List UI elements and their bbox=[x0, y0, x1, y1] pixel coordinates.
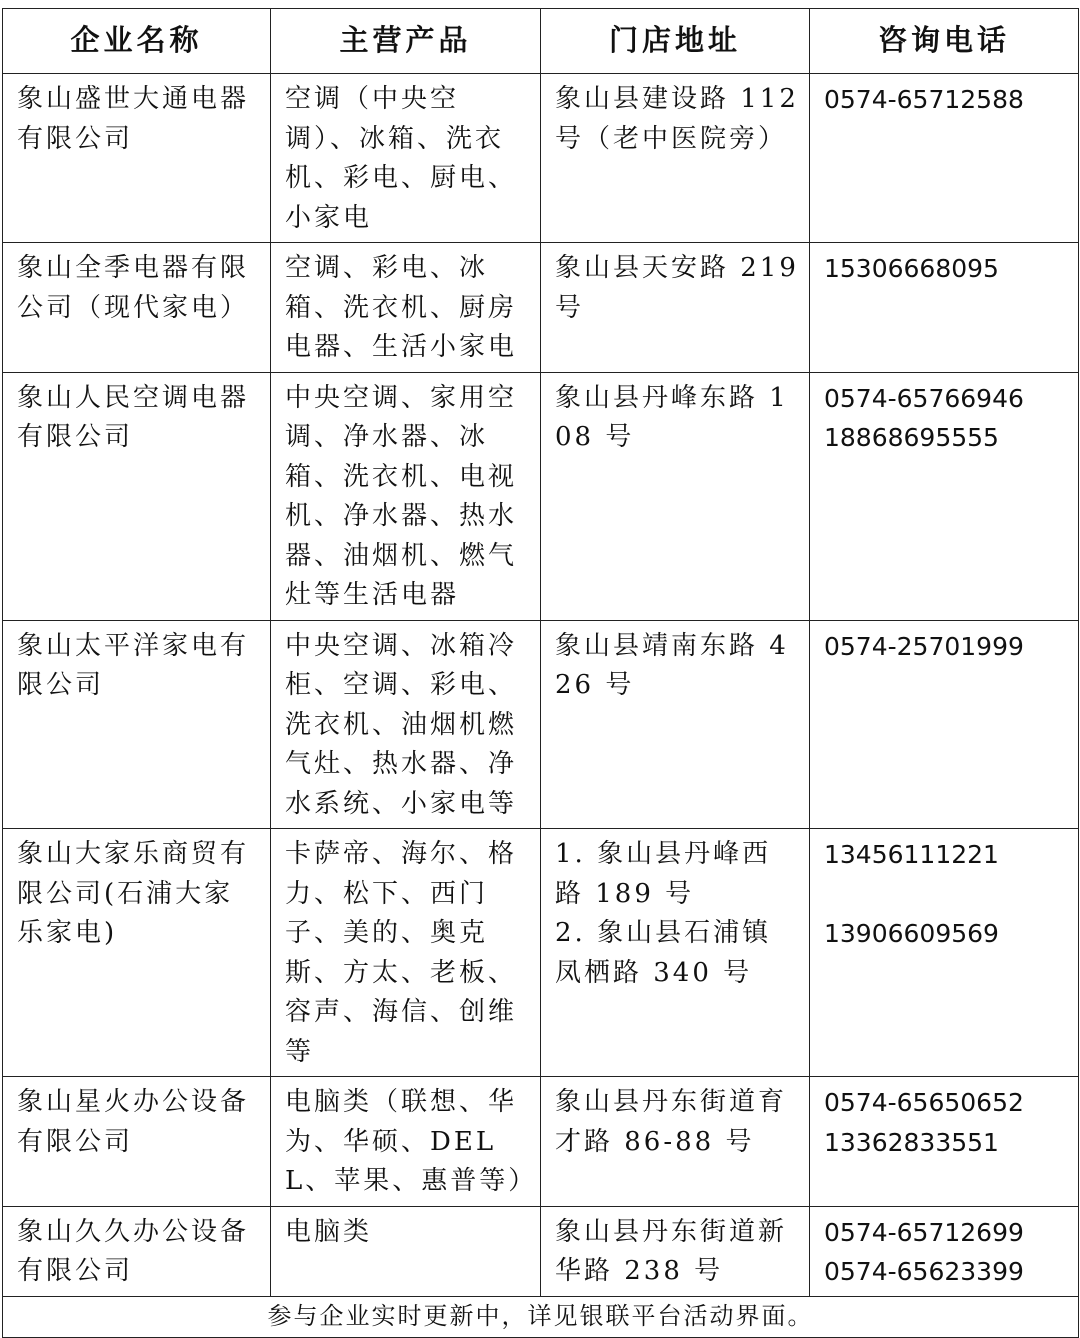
address-line: 象山县靖南东路 426 号 bbox=[555, 630, 789, 700]
phone-cell bbox=[810, 372, 1079, 620]
products-cell: 电脑类（联想、华为、华硕、DELL、苹果、惠普等） bbox=[271, 1077, 541, 1207]
header-company-name: 企业名称 bbox=[3, 9, 271, 74]
merchant-table bbox=[2, 8, 1079, 1338]
company-name-cell: 象山太平洋家电有限公司 bbox=[3, 620, 271, 829]
address-cell bbox=[541, 372, 810, 620]
address-cell bbox=[541, 243, 810, 373]
address-cell bbox=[541, 1077, 810, 1207]
address-cell bbox=[541, 829, 810, 1077]
phone-number: 0574-65623399 bbox=[824, 1257, 1024, 1286]
address-line: 象山县丹峰东路 108 号 bbox=[555, 382, 789, 452]
phone-number bbox=[824, 875, 1068, 915]
footer-note: 参与企业实时更新中，详见银联平台活动界面。 bbox=[3, 1296, 1079, 1337]
products-cell: 空调、彩电、冰箱、洗衣机、厨房电器、生活小家电 bbox=[271, 243, 541, 373]
company-name-cell: 象山大家乐商贸有限公司(石浦大家乐家电) bbox=[3, 829, 271, 1077]
table-row bbox=[3, 620, 1079, 829]
header-row bbox=[3, 9, 1079, 74]
address-cell bbox=[541, 1206, 810, 1296]
phone-number: 0574-65712588 bbox=[824, 85, 1024, 114]
phone-number: 18868695555 bbox=[824, 423, 999, 452]
products-cell: 电脑类 bbox=[271, 1206, 541, 1296]
phone-cell bbox=[810, 1206, 1079, 1296]
header-phone: 咨询电话 bbox=[810, 9, 1079, 74]
address-line: 象山县丹东街道育才路 86-88 号 bbox=[555, 1087, 788, 1157]
footer-row bbox=[3, 1296, 1079, 1337]
company-name-cell: 象山全季电器有限公司（现代家电） bbox=[3, 243, 271, 373]
products-cell: 卡萨帝、海尔、格力、松下、西门子、美的、奥克斯、方太、老板、容声、海信、创维等 bbox=[271, 829, 541, 1077]
phone-number: 13456111221 bbox=[824, 840, 999, 869]
table-row bbox=[3, 74, 1079, 243]
company-name-cell: 象山盛世大通电器有限公司 bbox=[3, 74, 271, 243]
address-line: 2. 象山县石浦镇凤栖路 340 号 bbox=[555, 918, 772, 988]
products-cell: 空调（中央空调）、冰箱、洗衣机、彩电、厨电、小家电 bbox=[271, 74, 541, 243]
phone-number: 15306668095 bbox=[824, 254, 999, 283]
phone-cell bbox=[810, 243, 1079, 373]
company-name-cell: 象山星火办公设备有限公司 bbox=[3, 1077, 271, 1207]
phone-cell bbox=[810, 74, 1079, 243]
address-cell bbox=[541, 620, 810, 829]
address-line: 1. 象山县丹峰西路 189 号 bbox=[555, 839, 772, 909]
table-row bbox=[3, 1206, 1079, 1296]
phone-number: 13362833551 bbox=[824, 1127, 999, 1157]
header-store-address: 门店地址 bbox=[541, 9, 810, 74]
phone-number: 0574-65766946 bbox=[824, 383, 1024, 413]
phone-cell bbox=[810, 1077, 1079, 1207]
table-row bbox=[3, 372, 1079, 620]
phone-number: 0574-25701999 bbox=[824, 631, 1024, 661]
company-name-cell: 象山久久办公设备有限公司 bbox=[3, 1206, 271, 1296]
address-line: 象山县天安路 219 号 bbox=[555, 253, 799, 323]
table-row bbox=[3, 1077, 1079, 1207]
phone-number: 13906609569 bbox=[824, 919, 999, 948]
products-cell: 中央空调、家用空调、净水器、冰箱、洗衣机、电视机、净水器、热水器、油烟机、燃气灶等生活电器 bbox=[271, 372, 541, 620]
address-line: 象山县丹东街道新华路 238 号 bbox=[555, 1216, 788, 1286]
company-name-cell: 象山人民空调电器有限公司 bbox=[3, 372, 271, 620]
products-cell: 中央空调、冰箱冷柜、空调、彩电、洗衣机、油烟机燃气灶、热水器、净水系统、小家电等 bbox=[271, 620, 541, 829]
table-row bbox=[3, 243, 1079, 373]
phone-cell bbox=[810, 620, 1079, 829]
header-main-products: 主营产品 bbox=[271, 9, 541, 74]
phone-cell bbox=[810, 829, 1079, 1077]
phone-number: 0574-65650652 bbox=[824, 1088, 1024, 1117]
address-line: 象山县建设路 112 号（老中医院旁） bbox=[555, 84, 799, 154]
table-row bbox=[3, 829, 1079, 1077]
phone-number: 0574-65712699 bbox=[824, 1217, 1024, 1247]
address-cell bbox=[541, 74, 810, 243]
